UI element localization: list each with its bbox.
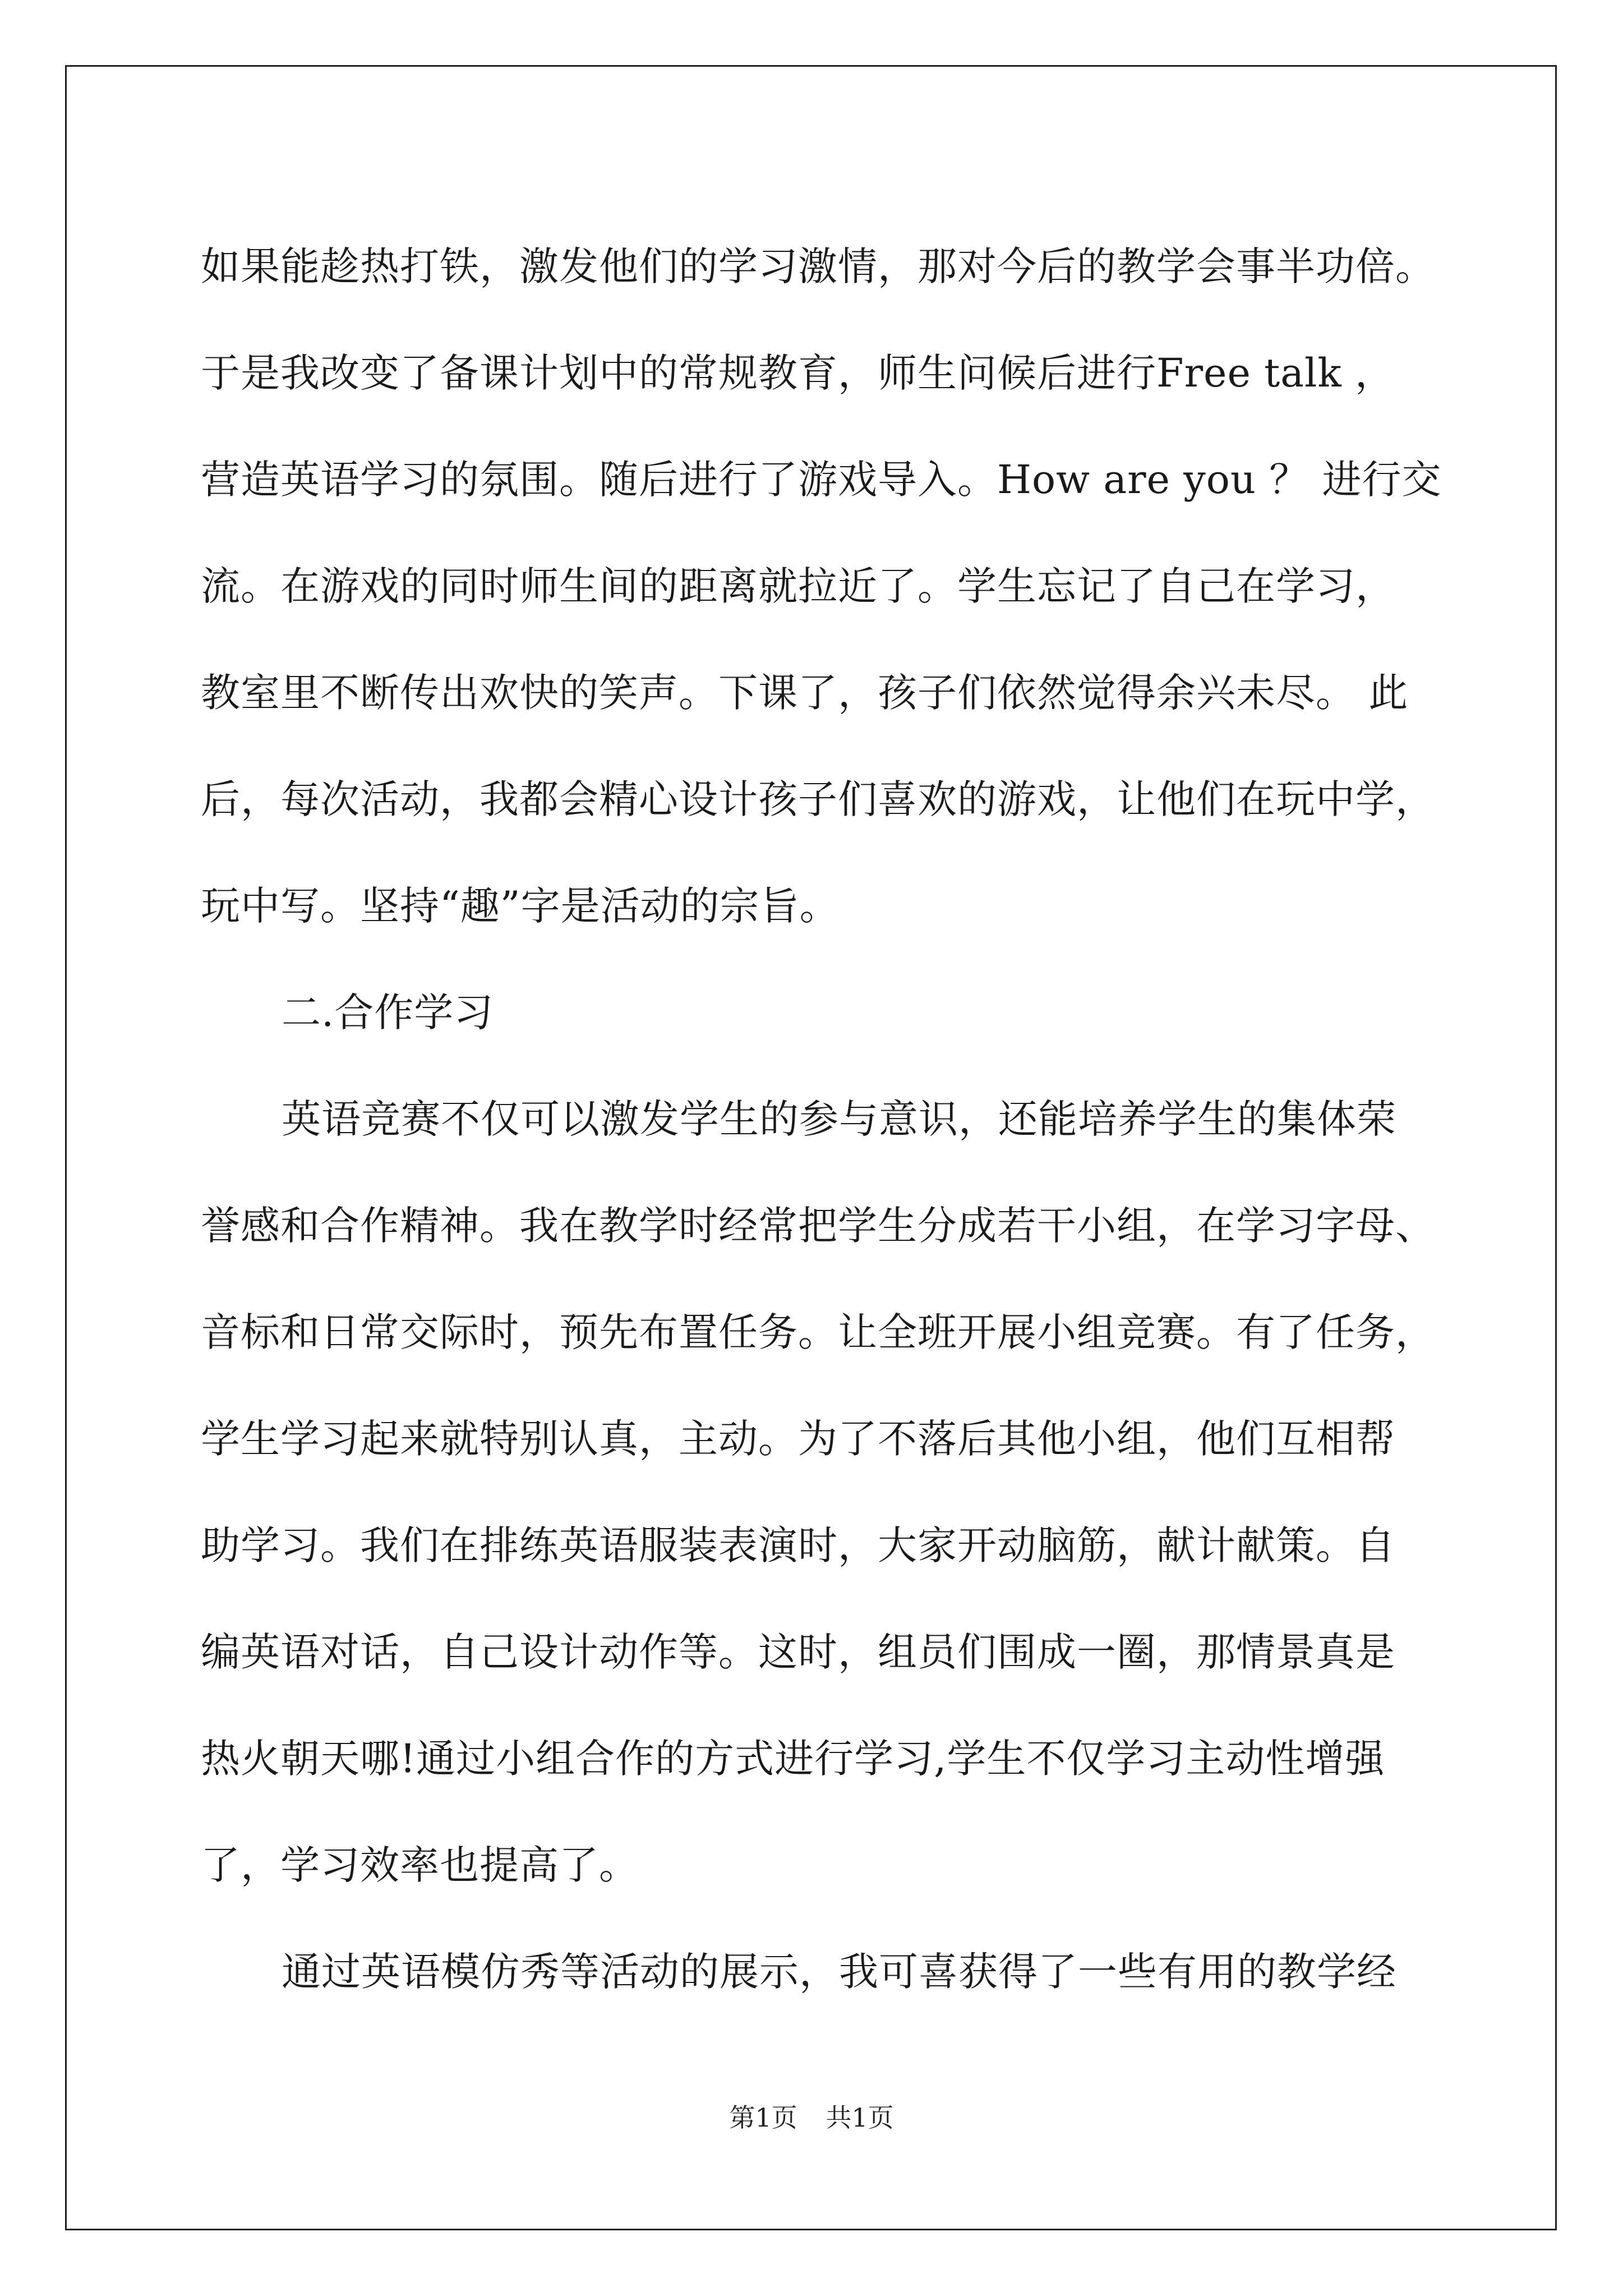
text-line: 流。在游戏的同时师生间的距离就拉近了。学生忘记了自己在学习， bbox=[201, 563, 1395, 609]
text-line: 营造英语学习的氛围。随后进行了游戏导入。How are you ？ 进行交 bbox=[201, 457, 1442, 503]
text-line: 助学习。我们在排练英语服装表演时，大家开动脑筋，献计献策。自 bbox=[201, 1522, 1395, 1568]
text-line: 编英语对话，自己设计动作等。这时，组员们围成一圈，那情景真是 bbox=[201, 1629, 1395, 1675]
text-line: 教室里不断传出欢快的笑声。下课了，孩子们依然觉得余兴未尽。 此 bbox=[201, 670, 1409, 716]
text-line: 学生学习起来就特别认真，主动。为了不落后其他小组，他们互相帮 bbox=[201, 1416, 1395, 1462]
text-line: 通过英语模仿秀等活动的展示，我可喜获得了一些有用的教学经 bbox=[282, 1949, 1396, 1995]
text-line: 音标和日常交际时，预先布置任务。让全班开展小组竞赛。有了任务， bbox=[201, 1309, 1435, 1355]
page-number: 第1页 bbox=[729, 2102, 797, 2133]
document-body bbox=[201, 213, 1442, 2025]
text-line: 后，每次活动，我都会精心设计孩子们喜欢的游戏，让他们在玩中学， bbox=[201, 776, 1435, 822]
text-line: 热火朝天哪!通过小组合作的方式进行学习,学生不仅学习主动性增强 bbox=[201, 1736, 1385, 1782]
text-line: 如果能趁热打铁，激发他们的学习激情，那对今后的教学会事半功倍。 bbox=[201, 243, 1435, 289]
section-heading: 二.合作学习 bbox=[282, 990, 494, 1036]
page-footer bbox=[0, 2101, 1623, 2134]
text-line: 誉感和合作精神。我在教学时经常把学生分成若干小组，在学习字母、 bbox=[201, 1203, 1435, 1249]
text-line: 了，学习效率也提高了。 bbox=[201, 1842, 639, 1888]
text-line: 于是我改变了备课计划中的常规教育，师生问候后进行Free talk ， bbox=[201, 350, 1395, 396]
text-line: 英语竞赛不仅可以激发学生的参与意识，还能培养学生的集体荣 bbox=[282, 1096, 1396, 1142]
page-total: 共1页 bbox=[826, 2102, 894, 2133]
text-line: 玩中写。坚持“趣”字是活动的宗旨。 bbox=[201, 883, 840, 929]
